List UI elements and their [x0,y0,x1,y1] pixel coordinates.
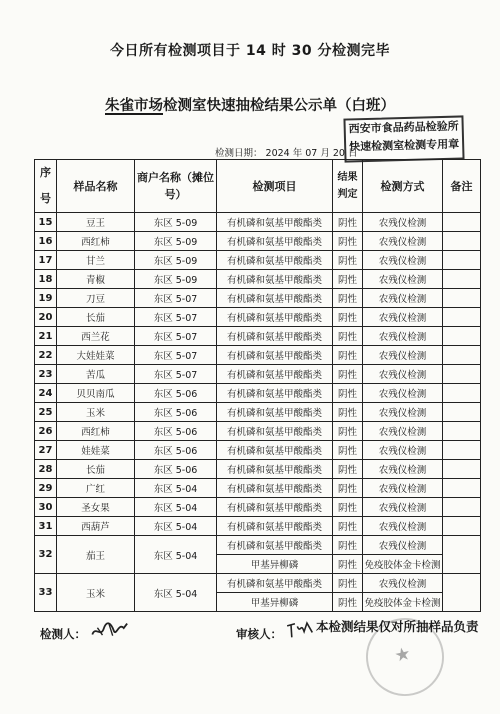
row-index: 27 [35,441,57,460]
row-method: 农残仪检测 [363,213,443,232]
row-result: 阴性 [333,517,363,536]
row-method: 农残仪检测 [363,536,443,555]
row-vendor: 东区 5-04 [135,574,217,612]
row-sample: 娃娃菜 [57,441,135,460]
seal-star-icon: ★ [392,643,413,667]
header-result: 结果判定 [333,160,363,213]
row-sample: 广红 [57,479,135,498]
row-index: 15 [35,213,57,232]
row-index: 24 [35,384,57,403]
row-remark [443,270,481,289]
row-result: 阴性 [333,232,363,251]
row-sample: 玉米 [57,403,135,422]
header-vendor: 商户名称（摊位号） [135,160,217,213]
row-index: 16 [35,232,57,251]
row-remark [443,479,481,498]
row-sample: 茄王 [57,536,135,574]
row-sample: 西红柿 [57,422,135,441]
row-remark [443,384,481,403]
header-sample: 样品名称 [57,160,135,213]
row-sample: 大娃娃菜 [57,346,135,365]
row-remark [443,365,481,384]
row-method: 农残仪检测 [363,232,443,251]
row-sample: 苦瓜 [57,365,135,384]
row-remark [443,327,481,346]
row-method: 农残仪检测 [363,498,443,517]
row-method: 农残仪检测 [363,270,443,289]
row-sample: 长茄 [57,308,135,327]
row-index: 31 [35,517,57,536]
row-index: 18 [35,270,57,289]
row-result: 阴性 [333,441,363,460]
row-method: 农残仪检测 [363,365,443,384]
row-vendor: 东区 5-06 [135,384,217,403]
row-item: 有机磷和氨基甲酸酯类 [217,498,333,517]
row-result: 阴性 [333,479,363,498]
row-remark [443,403,481,422]
row-index: 20 [35,308,57,327]
row-item: 有机磷和氨基甲酸酯类 [217,403,333,422]
row-sample: 青椒 [57,270,135,289]
row-result: 阴性 [333,365,363,384]
table-row [35,574,481,593]
row-result: 阴性 [333,422,363,441]
row-vendor: 东区 5-07 [135,308,217,327]
reviewer-signature-block [236,620,316,642]
row-index: 17 [35,251,57,270]
header-remark: 备注 [443,160,481,213]
row-item: 有机磷和氨基甲酸酯类 [217,574,333,593]
disclaimer: 本检测结果仅对所抽样品负责 [316,619,479,634]
row-method: 农残仪检测 [363,422,443,441]
reviewer-label: 审核人： [236,627,282,641]
row-result: 阴性 [333,289,363,308]
row-vendor: 东区 5-04 [135,517,217,536]
row-index: 26 [35,422,57,441]
row-item: 有机磷和氨基甲酸酯类 [217,479,333,498]
stamp-line-1: 西安市食品药品检验所 [348,119,459,136]
row-index: 19 [35,289,57,308]
table-row [35,251,481,270]
table-row [35,270,481,289]
row-result: 阴性 [333,574,363,593]
row-remark [443,574,481,612]
row-remark [443,498,481,517]
row-vendor: 东区 5-06 [135,422,217,441]
title-rest: 检测室快速抽检结果公示单（白班） [163,98,395,114]
row-remark [443,308,481,327]
row-method: 农残仪检测 [363,327,443,346]
row-result: 阴性 [333,460,363,479]
row-item: 有机磷和氨基甲酸酯类 [217,308,333,327]
table-row [35,517,481,536]
header-method: 检测方式 [363,160,443,213]
row-item: 甲基异柳磷 [217,593,333,612]
row-remark [443,517,481,536]
inspector-label: 检测人： [40,627,86,641]
row-item: 有机磷和氨基甲酸酯类 [217,232,333,251]
market-name: 朱雀市场 [105,98,163,114]
row-remark [443,232,481,251]
table-row [35,536,481,555]
row-item: 有机磷和氨基甲酸酯类 [217,327,333,346]
results-table [34,159,481,612]
row-sample: 长茄 [57,460,135,479]
row-vendor: 东区 5-09 [135,213,217,232]
table-row [35,308,481,327]
row-vendor: 东区 5-09 [135,232,217,251]
row-sample: 刀豆 [57,289,135,308]
row-method: 农残仪检测 [363,441,443,460]
row-remark [443,213,481,232]
row-result: 阴性 [333,498,363,517]
row-result: 阴性 [333,384,363,403]
row-sample: 西兰花 [57,327,135,346]
row-result: 阴性 [333,308,363,327]
row-method: 农残仪检测 [363,574,443,593]
row-remark [443,536,481,574]
row-index: 33 [35,574,57,612]
row-method: 农残仪检测 [363,460,443,479]
row-vendor: 东区 5-04 [135,479,217,498]
row-vendor: 东区 5-07 [135,346,217,365]
row-index: 32 [35,536,57,574]
row-result: 阴性 [333,270,363,289]
row-item: 有机磷和氨基甲酸酯类 [217,422,333,441]
table-row [35,422,481,441]
table-row [35,460,481,479]
row-vendor: 东区 5-07 [135,289,217,308]
row-vendor: 东区 5-09 [135,251,217,270]
inspector-signature [89,617,132,644]
row-result: 阴性 [333,327,363,346]
row-vendor: 东区 5-06 [135,460,217,479]
row-vendor: 东区 5-06 [135,441,217,460]
table-row [35,384,481,403]
row-method: 农残仪检测 [363,384,443,403]
document-title [0,94,500,115]
inspector-signature-block [40,620,130,642]
table-row [35,213,481,232]
row-item: 有机磷和氨基甲酸酯类 [217,460,333,479]
row-index: 23 [35,365,57,384]
row-method: 免疫胶体金卡检测 [363,555,443,574]
table-row [35,403,481,422]
row-item: 有机磷和氨基甲酸酯类 [217,346,333,365]
row-result: 阴性 [333,403,363,422]
row-vendor: 东区 5-06 [135,403,217,422]
row-item: 甲基异柳磷 [217,555,333,574]
row-result: 阴性 [333,346,363,365]
row-remark [443,346,481,365]
row-sample: 西红柿 [57,232,135,251]
row-index: 21 [35,327,57,346]
table-row [35,289,481,308]
row-remark [443,441,481,460]
header-item: 检测项目 [217,160,333,213]
row-method: 农残仪检测 [363,251,443,270]
row-method: 农残仪检测 [363,346,443,365]
header-index: 序号 [35,160,57,213]
row-item: 有机磷和氨基甲酸酯类 [217,441,333,460]
row-index: 30 [35,498,57,517]
row-sample: 甘兰 [57,251,135,270]
completion-notice: 今日所有检测项目于 14 时 30 分检测完毕 [110,43,390,59]
row-result: 阴性 [333,251,363,270]
row-result: 阴性 [333,213,363,232]
row-vendor: 东区 5-09 [135,270,217,289]
row-sample: 玉米 [57,574,135,612]
row-item: 有机磷和氨基甲酸酯类 [217,213,333,232]
row-method: 农残仪检测 [363,479,443,498]
reviewer-signature-drawing [285,618,317,640]
row-method: 农残仪检测 [363,289,443,308]
row-remark [443,422,481,441]
table-row [35,232,481,251]
table-row [35,327,481,346]
reviewer-signature [285,618,318,644]
stamp-line-2: 快速检测室检测专用章 [349,137,460,154]
row-index: 28 [35,460,57,479]
row-remark [443,460,481,479]
table-header-row [35,160,481,213]
table-row [35,479,481,498]
row-method: 农残仪检测 [363,308,443,327]
row-sample: 豆王 [57,213,135,232]
table-row [35,365,481,384]
row-item: 有机磷和氨基甲酸酯类 [217,251,333,270]
row-remark [443,289,481,308]
row-result: 阴性 [333,536,363,555]
inspector-signature-drawing [89,617,131,640]
row-vendor: 东区 5-07 [135,327,217,346]
table-row [35,441,481,460]
row-remark [443,251,481,270]
row-item: 有机磷和氨基甲酸酯类 [217,517,333,536]
row-method: 农残仪检测 [363,517,443,536]
row-sample: 贝贝南瓜 [57,384,135,403]
row-item: 有机磷和氨基甲酸酯类 [217,270,333,289]
row-item: 有机磷和氨基甲酸酯类 [217,365,333,384]
row-index: 22 [35,346,57,365]
table-row [35,346,481,365]
row-vendor: 东区 5-07 [135,365,217,384]
row-result: 阴性 [333,555,363,574]
row-method: 免疫胶体金卡检测 [363,593,443,612]
row-item: 有机磷和氨基甲酸酯类 [217,384,333,403]
row-result: 阴性 [333,593,363,612]
row-sample: 圣女果 [57,498,135,517]
test-date: 检测日期： 2024 年 07 月 20 日 [215,148,358,159]
row-vendor: 东区 5-04 [135,498,217,517]
row-index: 29 [35,479,57,498]
lab-stamp [343,115,464,162]
table-row [35,498,481,517]
row-sample: 西葫芦 [57,517,135,536]
table-body [35,213,481,612]
row-vendor: 东区 5-04 [135,536,217,574]
row-item: 有机磷和氨基甲酸酯类 [217,536,333,555]
row-item: 有机磷和氨基甲酸酯类 [217,289,333,308]
row-index: 25 [35,403,57,422]
row-method: 农残仪检测 [363,403,443,422]
